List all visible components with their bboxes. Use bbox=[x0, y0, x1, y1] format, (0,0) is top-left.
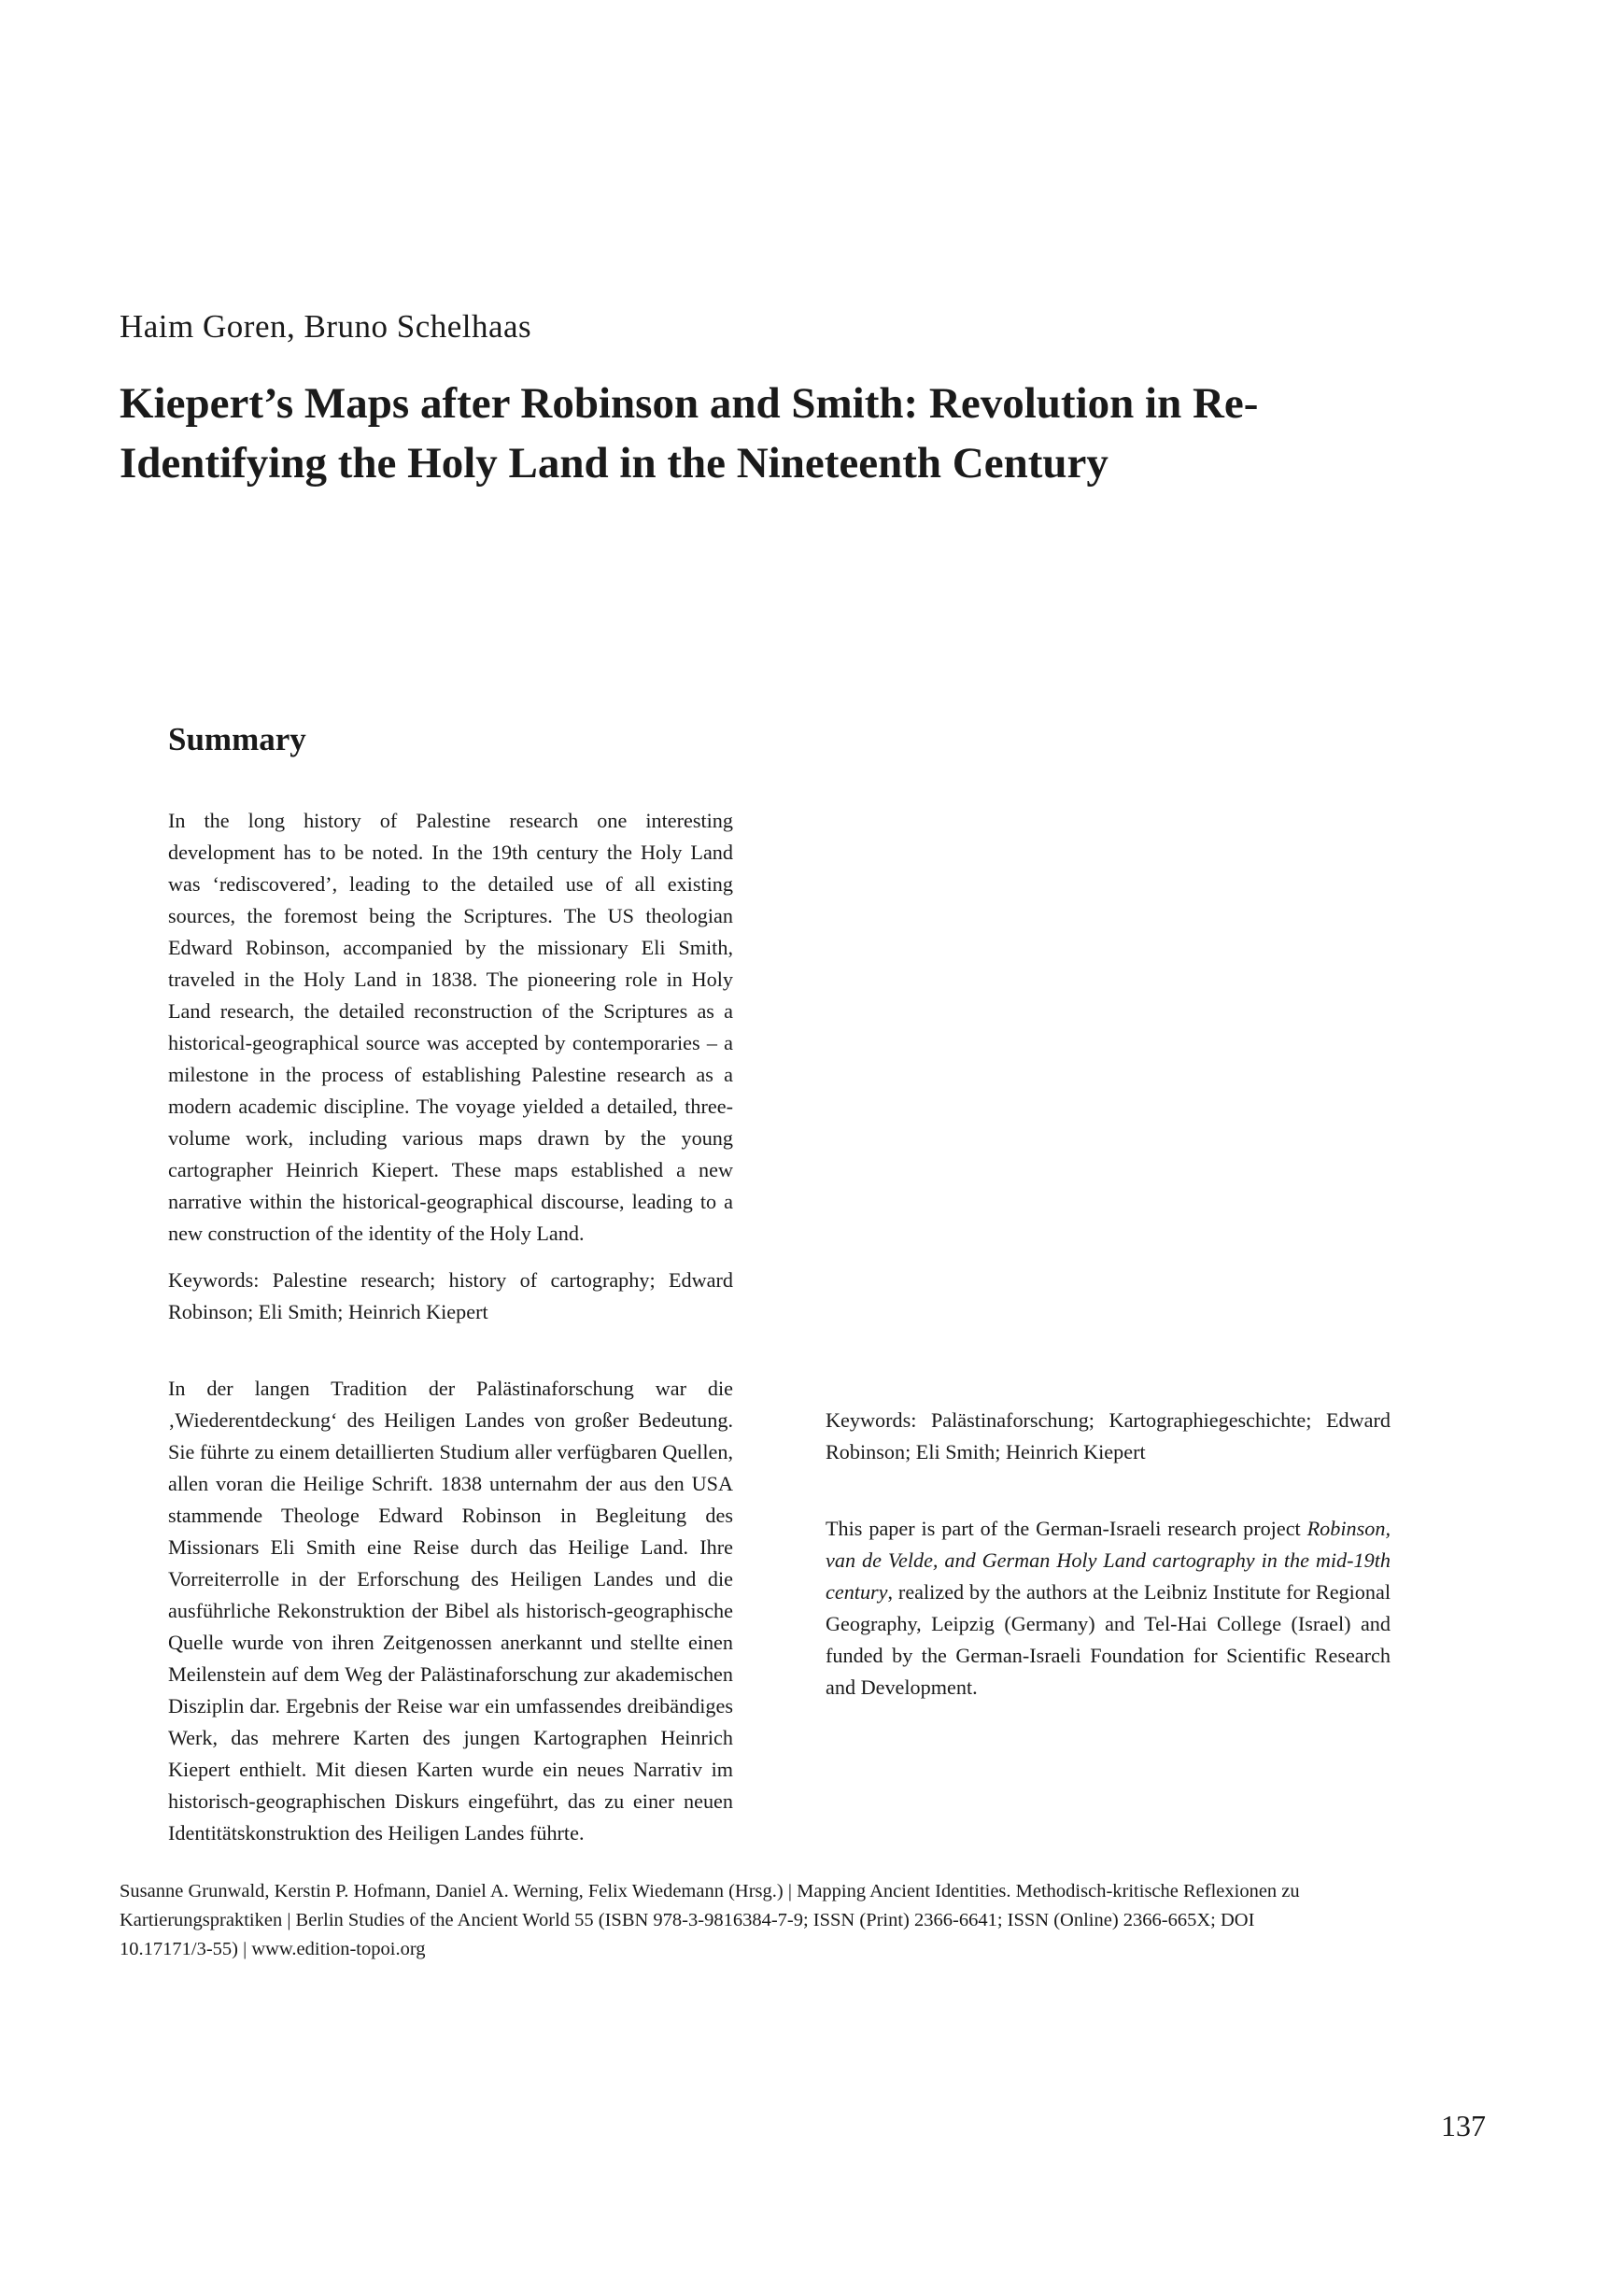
project-note-prefix: This paper is part of the German-Israeli research project bbox=[826, 1517, 1307, 1540]
english-keywords: Keywords: Palestine research; history of cartography; Edward Robinson; Eli Smith; Heinrich Kiepert bbox=[168, 1268, 733, 1323]
page-number: 137 bbox=[1441, 2109, 1486, 2142]
german-abstract: In der langen Tradition der Palästinaforschung war die ‚Wiederentdeckung‘ des Heiligen Landes von großer Bedeutung. Sie führte zu einem detaillierten Studium aller verfügbaren Quellen, allen voran die Heilige Schrift. 1838 unternahm der aus den USA stammende Theologe Edward Robinson in Begleitung des Missionars Eli Smith eine Reise durch das Heilige Land. Ihre Vorreiterrolle in der Erforschung des Heiligen Landes und die ausführliche Rekonstruktion der Bibel als historisch-geographische Quelle wurde von ihren Zeitgenossen anerkannt und stellte einen Meilenstein auf dem Weg der Palästinaforschung zur akademischen Disziplin dar. Ergebnis der Reise war ein umfassendes dreibändiges Werk, das mehrere Karten des jungen Kartographen Heinrich Kiepert enthielt. Mit diesen Karten wurde ein neues Narrativ im historisch-geographischen Diskurs eingeführt, das zu einer neuen Identitätskonstruktion des Heiligen Landes führte. bbox=[168, 1377, 733, 1845]
article-title: Kiepert’s Maps after Robinson and Smith: Revolution in Re-Identifying the Holy Land in the Nineteenth Century bbox=[120, 379, 1259, 488]
project-note-suffix: , realized by the authors at the Leibniz Institute for Regional Geography, Leipzig (Germany) and Tel-Hai College (Israel) and funded by the German-Israeli Foundation for Scientific Research and Development. bbox=[826, 1580, 1391, 1699]
summary-right-column bbox=[826, 1405, 1391, 1703]
summary-heading: Summary bbox=[168, 721, 306, 757]
project-title: Robinson, van de Velde, and German Holy Land cartography in the mid-19th century bbox=[826, 1517, 1391, 1604]
english-abstract: In the long history of Palestine research one interesting development has to be noted. In the 19th century the Holy Land was ‘rediscovered’, leading to the detailed use of all existing sources, the foremost being the Scriptures. The US theologian Edward Robinson, accompanied by the missionary Eli Smith, traveled in the Holy Land in 1838. The pioneering role in Holy Land research, the detailed reconstruction of the Scriptures as a historical-geographical source was accepted by contemporaries – a milestone in the process of establishing Palestine research as a modern academic discipline. The voyage yielded a detailed, three-volume work, including various maps drawn by the young cartographer Heinrich Kiepert. These maps established a new narrative within the historical-geographical discourse, leading to a new construction of the identity of the Holy Land. bbox=[168, 809, 733, 1245]
citation-footer: Susanne Grunwald, Kerstin P. Hofmann, Daniel A. Werning, Felix Wiedemann (Hrsg.) | Mapping Ancient Identities. Methodisch-kritische Reflexionen zu Kartierungspraktiken | Berlin Studies of the Ancient World 55 (ISBN 978-3-9816384-7-9; ISSN (Print) 2366-6641; ISSN (Online) 2366-665X; DOI 10.17171/3-55) | www.edition-topoi.org bbox=[120, 1881, 1300, 1959]
article-authors: Haim Goren, Bruno Schelhaas bbox=[120, 308, 532, 345]
german-keywords: Keywords: Palästinaforschung; Kartographiegeschichte; Edward Robinson; Eli Smith; Heinrich Kiepert bbox=[826, 1408, 1391, 1463]
summary-left-column bbox=[168, 805, 733, 1849]
project-note bbox=[826, 1513, 1391, 1703]
